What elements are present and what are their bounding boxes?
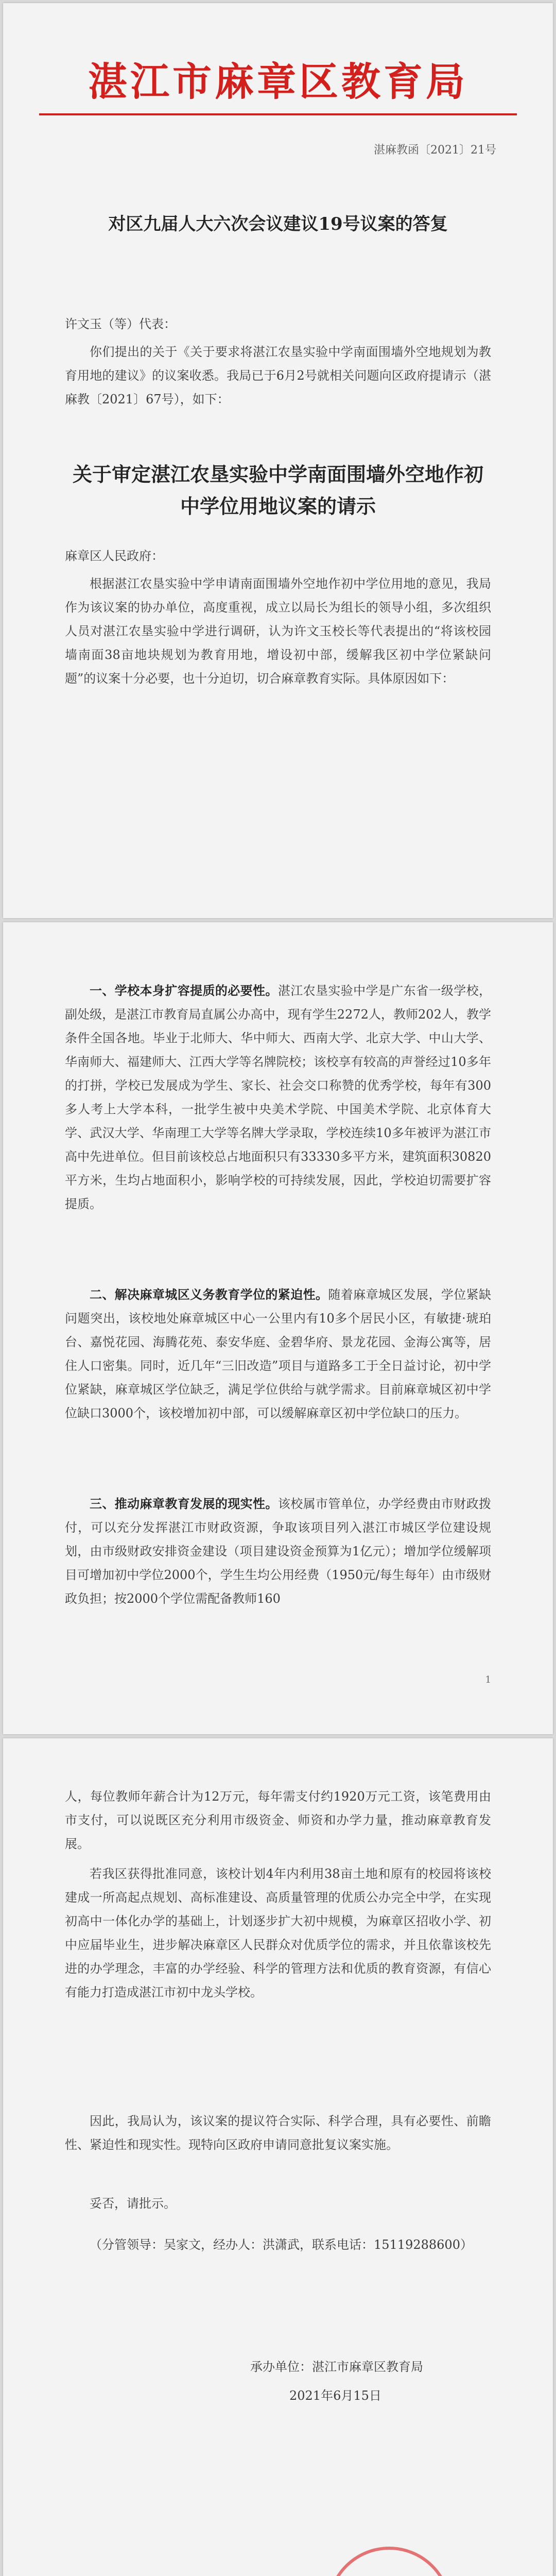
document-page-2 xyxy=(3,922,553,1734)
reply-title: 对区九届人大六次会议建议19号议案的答复 xyxy=(108,214,448,234)
official-seal xyxy=(322,2542,456,2576)
contact-info: （分管领导：吴家文，经办人：洪潇武，联系电话：15119288600） xyxy=(90,2238,473,2252)
request-title: 关于审定湛江农垦实验中学南面围墙外空地作初中学位用地议案的请示 xyxy=(72,463,483,518)
request-addressee: 麻章区人民政府： xyxy=(65,549,164,563)
page-number: 1 xyxy=(485,1674,491,1685)
request-paragraph-6: 若我区获得批准同意，该校计划4年内利用38亩土地和原有的校园将该校建成一所高起点规划、高标准建设、高质量管理的优质公办完全中学，在实现初高中一体化办学的基础上，计划逐步扩大初中规模，为麻章区招收小学、初中应届毕业生，进步解决麻章区人民群众对优质学位的需求，并且依靠该校先进的办学理念，丰富的办学经验、科学的管理方法和优质的教育资源，有信心有能力打造成湛江市初中龙头学校。 xyxy=(65,1867,491,1999)
document-number: 湛麻教函〔2021〕21号 xyxy=(374,144,496,157)
document-page-3 xyxy=(3,1738,553,2576)
header-red-rule xyxy=(39,113,517,115)
section-1-body: 湛江农垦实验中学是广东省一级学校，副处级，是湛江市教育局直属公办高中，现有学生2272人，教师202人，教学条件全国各地。毕业于北师大、华中师大、西南大学、北京大学、中山大学、华南师大、福建师大、江西大学等名牌院校；该校享有较高的声誉经过10多年的打拼，学校已发展成为学生、家长、社会交口称赞的优秀学校，每年有300多人考上大学本科，一批学生被中央美术学院、中国美术学院、北京体育大学、武汉大学、华南理工大学等名牌大学录取，学校连续10多年被评为湛江市高中先进单位。但目前该校总占地面积只有33330多平方米，建筑面积30820平方米，生均占地面积小，影响学校的可持续发展，因此，学校迫切需要扩容提质。 xyxy=(65,984,492,1211)
reply-intro: 你们提出的关于《关于要求将湛江农垦实验中学南面围墙外空地规划为教育用地的建议》的议案收悉。我局已于6月2号就相关问题向区政府提请示（湛麻教〔2021〕67号），如下： xyxy=(65,345,491,406)
section-3-heading: 三、推动麻章教育发展的现实性。 xyxy=(90,1496,278,1511)
document-page-1 xyxy=(3,3,553,918)
request-paragraph-7: 因此，我局认为，该议案的提议符合实际、科学合理，具有必要性、前瞻性、紧迫性和现实性。现特向区政府申请同意批复议案实施。 xyxy=(65,2114,491,2152)
signing-unit: 承办单位：湛江市麻章区教育局 xyxy=(250,2360,423,2374)
signing-date: 2021年6月15日 xyxy=(289,2388,381,2403)
request-paragraph-3 xyxy=(65,1283,491,1425)
section-2-heading: 二、解决麻章城区义务教育学位的紧迫性。 xyxy=(90,1287,328,1302)
request-closing: 妥否，请批示。 xyxy=(90,2196,176,2211)
org-header-title: 湛江市麻章区教育局 xyxy=(88,59,468,105)
section-1-heading: 一、学校本身扩容提质的必要性。 xyxy=(90,983,278,998)
section-3-body: 该校属市管单位，办学经费由市财政拨付，可以充分发挥湛江市财政资源，争取该项目列入湛江市城区学位建设规划，由市级财政安排资金建设（项目建设资金预算为1亿元）；增加学位缓解项目可增加初中学位2000个，学生生均公用经费（1950元/每生每年）由市级财政负担；按2000个学位需配备教师160 xyxy=(65,1497,492,1606)
request-paragraph-4 xyxy=(65,1492,491,1611)
reply-salutation: 许文玉（等）代表： xyxy=(65,317,176,331)
request-paragraph-1: 根据湛江农垦实验中学申请南面围墙外空地作初中学位用地的意见，我局作为该议案的协办单位，高度重视，成立以局长为组长的领导小组，多次组织人员对湛江农垦实验中学进行调研，认为许文玉校长等代表提出的“将该校园墙南面38亩地块规划为教育用地，增设初中部，缓解我区初中学位紧缺问题”的议案十分必要，也十分迫切，切合麻章教育实际。具体原因如下： xyxy=(65,577,491,686)
section-2-body: 随着麻章城区发展，学位紧缺问题突出，该校地处麻章城区中心一公里内有10多个居民小区，有敏捷·琥珀台、嘉悦花园、海腾花苑、泰安华庭、金碧华府、景龙花园、金海公寓等，居住人口密集。同时，近几年“三旧改造”项目与道路多工于全日益讨论，初中学位紧缺，麻章城区学位缺乏，满足学位供给与就学需求。目前麻章城区初中学位缺口3000个，该校增加初中部，可以缓解麻章区初中学位缺口的压力。 xyxy=(65,1287,492,1420)
request-paragraph-5: 人，每位教师年薪合计为12万元，每年需支付约1920万元工资，该笔费用由市支付，可以说既区充分利用市级资金、师资和办学力量，推动麻章教育发展。 xyxy=(65,1789,491,1851)
request-paragraph-2 xyxy=(65,979,491,1216)
